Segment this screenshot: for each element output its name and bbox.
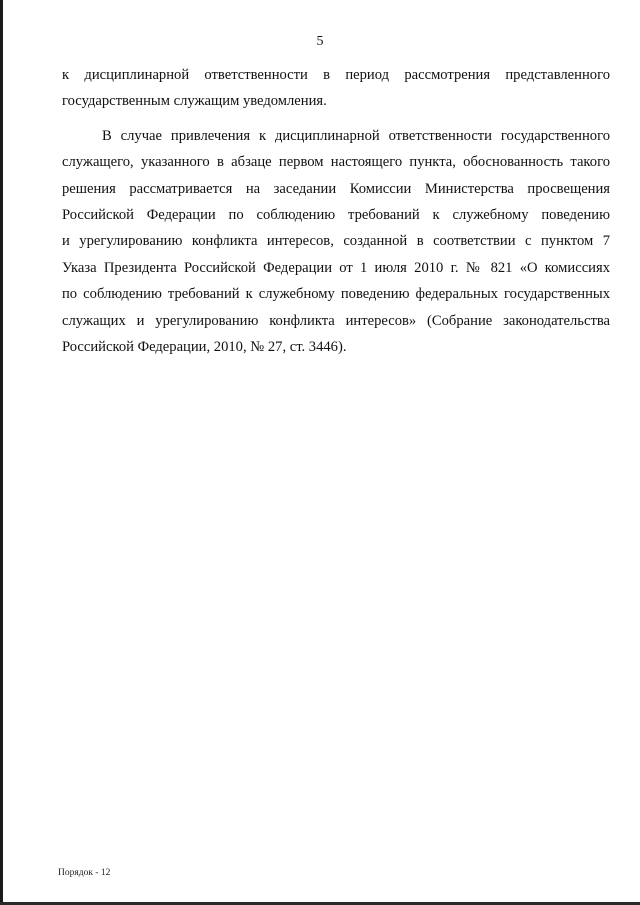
paragraph-2-line-7: по соблюдению требований к служебному поведению федеральных государственных [62, 286, 610, 303]
footer-label: Порядок - 12 [58, 868, 111, 878]
paragraph-2-line-1: В случае привлечения к дисциплинарной ответственности государственного [102, 127, 610, 144]
paragraph-1-line-1: к дисциплинарной ответственности в период рассмотрения представленного [62, 67, 610, 83]
paragraph-1-line-2: государственным служащим уведомления. [62, 93, 327, 110]
paragraph-2-line-4: Российской Федерации по соблюдению требований к служебному поведению [62, 206, 610, 223]
document-body [62, 62, 610, 360]
scan-edge-left [0, 0, 3, 905]
paragraph-2-line-6: Указа Президента Российской Федерации от 1 июля 2010 г. № 821 «О комиссиях [62, 259, 610, 276]
page-number: 5 [316, 34, 324, 49]
paragraph-2-line-2: служащего, указанного в абзаце первом настоящего пункта, обоснованность такого [62, 154, 610, 171]
paragraph-2-line-3: решения рассматривается на заседании Комиссии Министерства просвещения [62, 180, 610, 197]
paragraph-2-line-8: служащих и урегулированию конфликта интересов» (Собрание законодательства [62, 312, 610, 329]
paragraph-spacer [62, 115, 610, 123]
paragraph-2-line-5: и урегулированию конфликта интересов, созданной в соответствии с пунктом 7 [62, 233, 610, 250]
paragraph-2-line-9: Российской Федерации, 2010, № 27, ст. 3446). [62, 338, 347, 355]
